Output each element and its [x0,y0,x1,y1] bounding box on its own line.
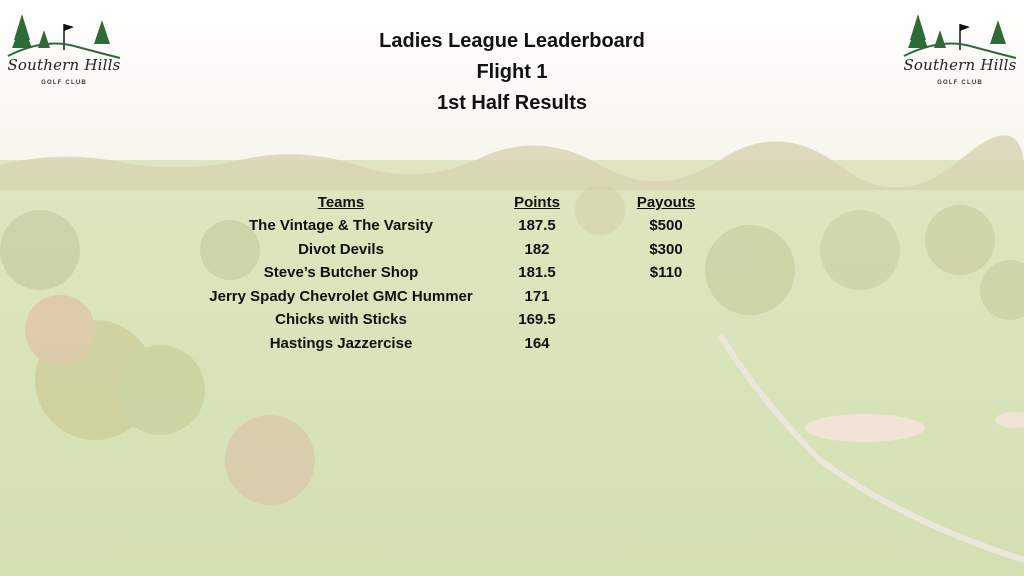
column-header-points: Points [514,194,560,211]
team-points: 187.5 [518,217,556,234]
team-payout: $500 [649,217,683,234]
column-header-teams: Teams [317,194,365,211]
team-name: Jerry Spady Chevrolet GMC Hummer [209,288,473,305]
team-points: 181.5 [518,264,556,281]
team-name: The Vintage & The Varsity [249,217,433,234]
team-payout: $110 [649,264,683,281]
logo-right [900,10,1020,100]
logo-sub-text: GOLF CLUB [937,80,983,86]
team-name: Hastings Jazzercise [269,335,413,352]
page-title: Ladies League Leaderboard [379,30,645,52]
team-payout: $300 [649,241,683,258]
team-name: Chicks with Sticks [275,311,407,328]
team-points: 164 [524,335,550,352]
logo-left [4,10,124,100]
results-subtitle: 1st Half Results [436,92,588,114]
team-points: 169.5 [518,311,556,328]
logo-script-text: Southern Hills [903,56,1017,74]
team-points: 182 [524,241,550,258]
logo-script-text: Southern Hills [7,56,121,74]
team-points: 171 [524,288,550,305]
team-name: Divot Devils [298,241,384,258]
team-name: Steve’s Butcher Shop [263,264,419,281]
flight-subtitle: Flight 1 [476,61,548,83]
column-header-payouts: Payouts [636,194,696,211]
logo-sub-text: GOLF CLUB [41,80,87,86]
